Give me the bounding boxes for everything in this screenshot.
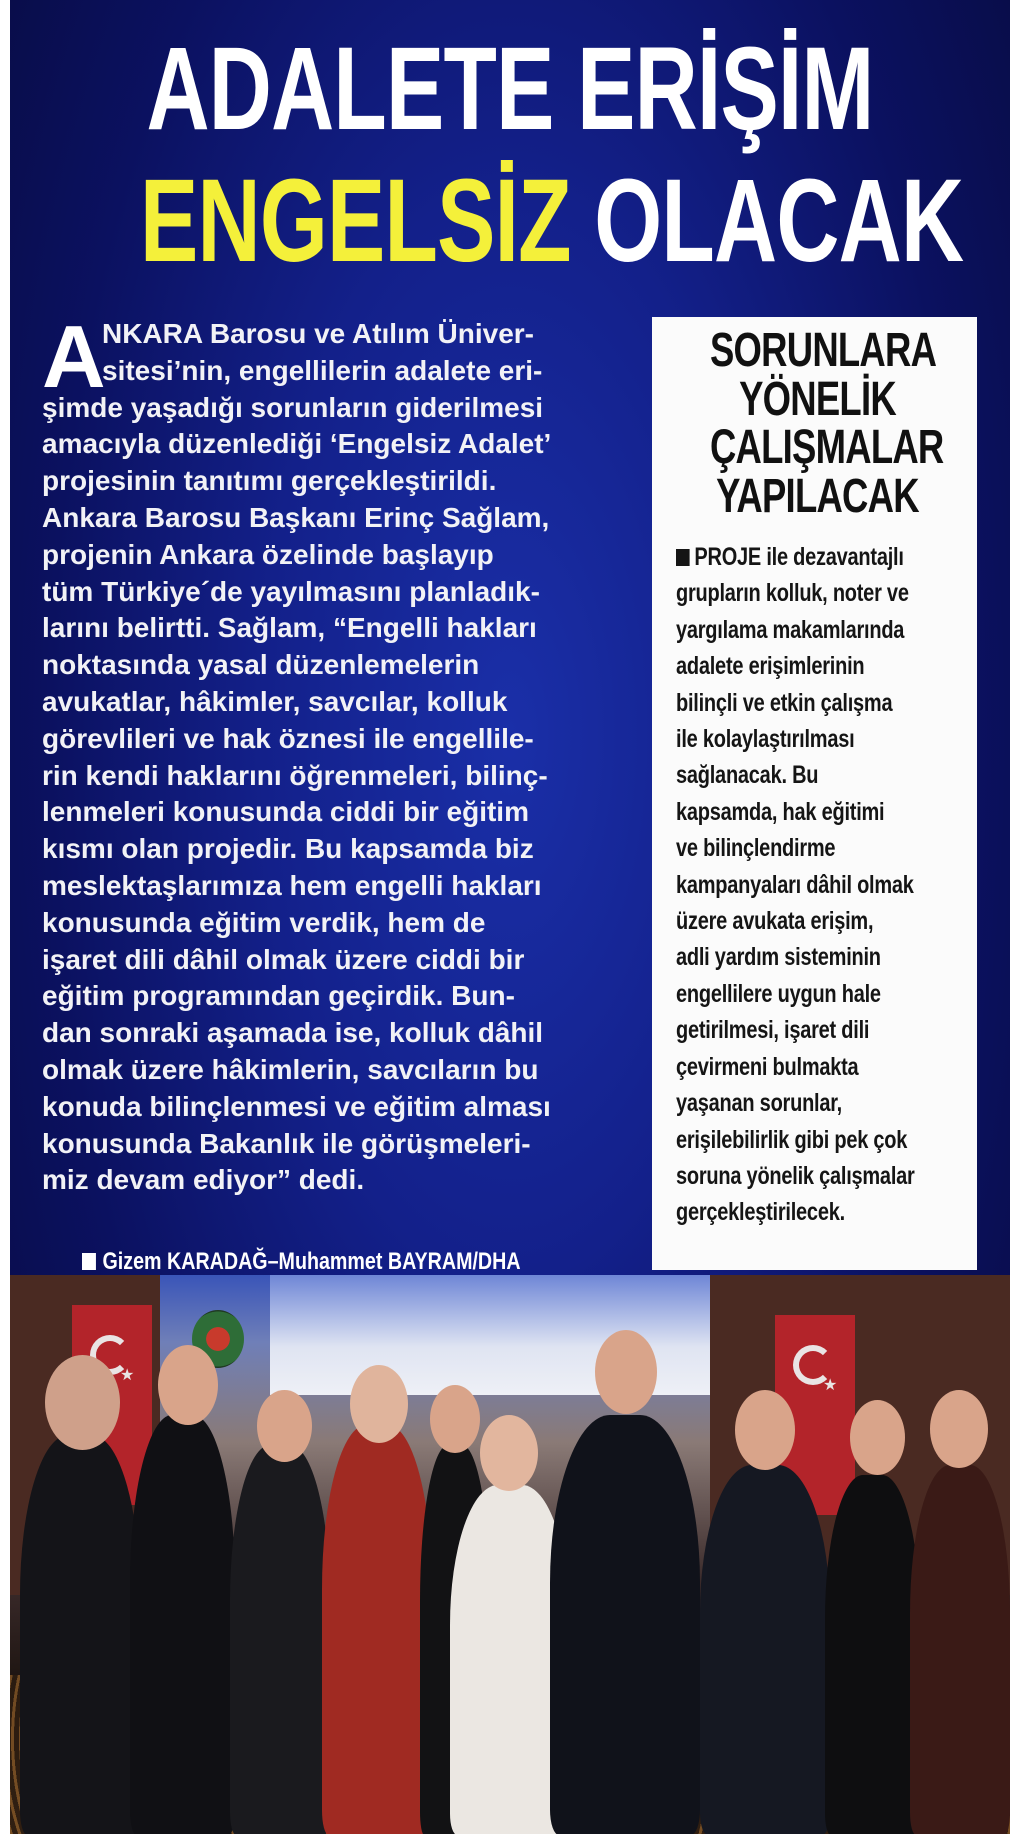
drop-cap: A: [42, 307, 106, 406]
sidebar-line: soruna yönelik çalışmalar: [676, 1161, 915, 1190]
sidebar-line: adli yardım sisteminin: [676, 943, 881, 972]
person-head: [735, 1390, 795, 1470]
sidebar-line: grupların kolluk, noter ve: [676, 579, 909, 608]
article-line: NKARA Barosu ve Atılım Üniver-: [102, 318, 535, 349]
person-head: [350, 1365, 408, 1443]
turkish-flag-icon: ★: [72, 1305, 152, 1505]
article-line: kısmı olan projedir. Bu kapsamda biz: [42, 833, 534, 865]
byline-text: Gizem KARADAĞ–Muhammet BAYRAM/DHA: [102, 1248, 521, 1275]
sidebar-lead-word: PROJE: [694, 543, 762, 571]
headline-line-2: [140, 155, 964, 287]
person: [700, 1465, 830, 1834]
person-head: [158, 1345, 218, 1425]
person: [322, 1425, 432, 1834]
sidebar-line: engellilere uygun hale: [676, 979, 881, 1008]
sidebar-line: adalete erişimlerinin: [676, 652, 865, 681]
person-head: [45, 1355, 120, 1450]
article-line: konusunda eğitim verdik, hem de: [42, 906, 486, 938]
article-line: şimde yaşadığı sorunların giderilmesi: [42, 391, 544, 423]
sidebar-body: [676, 539, 959, 1231]
sidebar-line: sağlanacak. Bu: [676, 761, 819, 790]
headline-rest: OLACAK: [594, 155, 964, 287]
sidebar-line: erişilebilirlik gibi pek çok: [676, 1125, 908, 1154]
article-line: rin kendi haklarını öğrenmeleri, bilinç-: [42, 759, 548, 791]
sidebar-line-text: ile dezavantajlı: [761, 543, 904, 571]
person-head: [930, 1390, 988, 1468]
article-line: lenmeleri konusunda ciddi bir eğitim: [42, 796, 529, 828]
sidebar-title-line: ÇALIŞMALAR: [709, 421, 944, 474]
article-line: projenin Ankara özelinde başlayıp: [42, 538, 494, 570]
person-head: [480, 1415, 538, 1491]
sidebar-line: ve bilinçlendirme: [676, 834, 836, 863]
sidebar-line: yargılama makamlarında: [676, 615, 905, 644]
person: [230, 1445, 330, 1834]
sidebar-line: getirilmesi, işaret dili: [676, 1016, 870, 1045]
sidebar-line: [676, 539, 902, 575]
person: [825, 1475, 920, 1834]
article-line: miz devam ediyor” dedi.: [42, 1164, 365, 1196]
sidebar-line: bilinçli ve etkin çalışma: [676, 688, 893, 717]
sidebar-line: üzere avukata erişim,: [676, 907, 874, 936]
headline-highlight: ENGELSİZ: [140, 155, 571, 287]
headline-line-1: ADALETE ERİŞİM: [146, 23, 874, 155]
sidebar-line: kampanyaları dâhil olmak: [676, 870, 914, 899]
article-line: noktasında yasal düzenlemelerin: [42, 649, 480, 681]
article-line: konusunda Bakanlık ile görüşmeleri-: [42, 1127, 531, 1159]
article-line: işaret dili dâhil olmak üzere ciddi bir: [42, 943, 525, 975]
person: [550, 1415, 700, 1834]
sidebar-line: gerçekleştirilecek.: [676, 1198, 845, 1227]
article-line: Ankara Barosu Başkanı Erinç Sağlam,: [42, 501, 550, 533]
article-line: olmak üzere hâkimlerin, savcıların bu: [42, 1053, 539, 1085]
article-line: amacıyla düzenlediği ‘Engelsiz Adalet’: [42, 428, 552, 460]
person-head: [850, 1400, 905, 1475]
article-line: larını belirtti. Sağlam, “Engelli hakları: [42, 612, 537, 644]
sidebar-line: kapsamda, hak eğitimi: [676, 797, 885, 826]
person-head: [430, 1385, 480, 1453]
person: [910, 1465, 1010, 1834]
bullet-square-icon: [82, 1253, 96, 1270]
sidebar-title: [676, 324, 959, 523]
person-head: [595, 1330, 657, 1414]
sidebar-line: yaşanan sorunlar,: [676, 1089, 842, 1118]
person-head: [257, 1390, 312, 1462]
article-line: avukatlar, hâkimler, savcılar, kolluk: [42, 685, 508, 717]
article-line: konuda bilinçlenmesi ve eğitim alması: [42, 1090, 551, 1122]
article-line: eğitim programından geçirdik. Bun-: [42, 980, 515, 1012]
sidebar-title-line: YÖNELİK: [739, 372, 896, 426]
sidebar-line: çevirmeni bulmakta: [676, 1052, 859, 1081]
article-line: görevlileri ve hak öznesi ile engellile-: [42, 722, 534, 754]
turkish-flag-icon: ★: [775, 1315, 855, 1515]
bullet-square-icon: [676, 549, 690, 566]
sidebar-title-line: YAPILACAK: [716, 469, 919, 523]
article-line: projesinin tanıtımı gerçekleştirildi.: [42, 465, 497, 497]
article-line: tüm Türkiye´de yayılmasını planladık-: [42, 575, 540, 607]
article-line: meslektaşlarımıza hem engelli hakları: [42, 869, 542, 901]
sidebar-line: ile kolaylaştırılması: [676, 725, 855, 754]
byline: [82, 1248, 521, 1276]
person: [20, 1435, 140, 1834]
group-photo: [10, 1275, 1010, 1834]
person: [130, 1415, 235, 1834]
sidebar-box: [652, 317, 977, 1270]
article-line: dan sonraki aşamada ise, kolluk dâhil: [42, 1017, 544, 1049]
article-line: sitesi’nin, engellilerin adalete eri-: [102, 354, 543, 386]
article-body: [42, 307, 662, 1199]
sidebar-title-line: SORUNLARA: [709, 324, 937, 377]
